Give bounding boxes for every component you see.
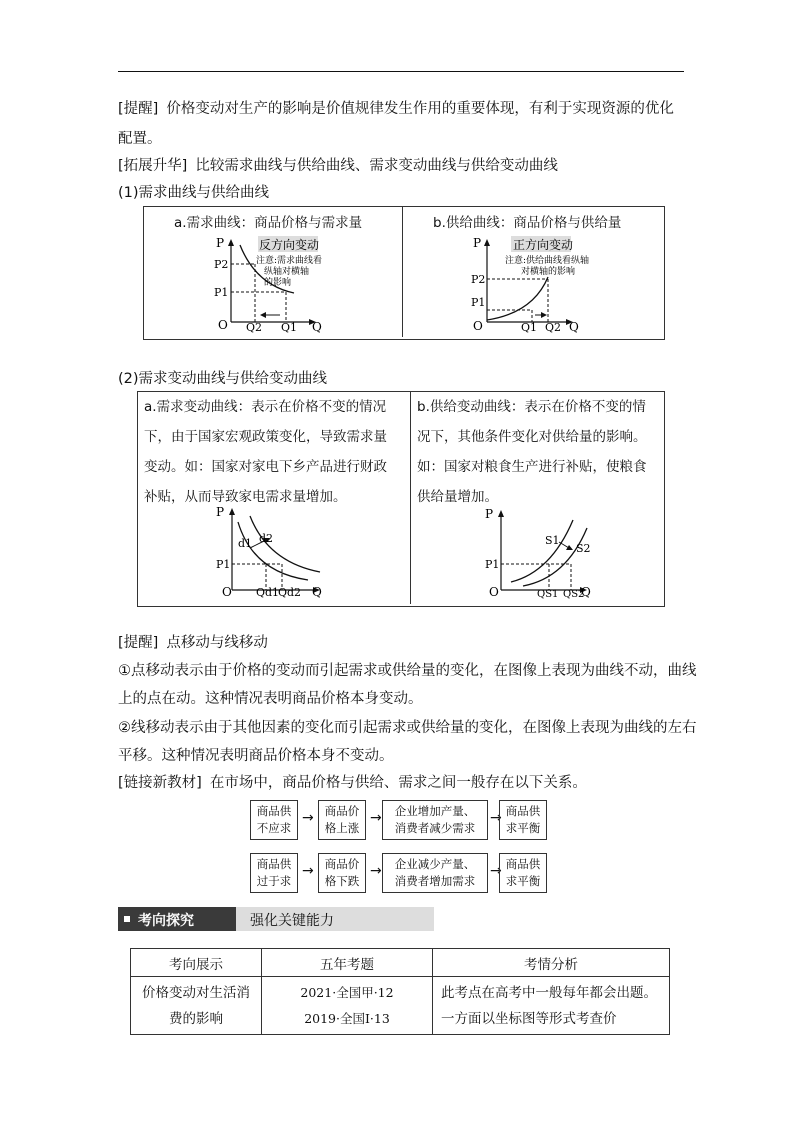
expand-heading [118, 154, 558, 175]
point-move-line-2: 上的点在动。这种情况表明商品价格本身变动。 [118, 691, 423, 707]
flow1-step-2: 商品价 格上涨 [318, 800, 366, 840]
supply-shift-graph [411, 392, 663, 604]
supply-p1-label: P1 [471, 296, 486, 309]
supply-shift-line-2: 况下，其他条件变化对供给量的影响。 [417, 429, 647, 445]
demand-q-label: Q [312, 320, 322, 334]
demand-note-3: 的影响 [264, 278, 292, 288]
section-square-icon [124, 916, 130, 922]
tip-paragraph-cont: 配置。 [118, 131, 162, 147]
sshift-qs1-label: QS1 [537, 589, 559, 600]
dshift-p1-label: P1 [216, 558, 231, 571]
demand-curve-caption: a.需求曲线：商品价格与需求量 [174, 215, 363, 231]
exam-topic-cell: 价格变动对生活消费的影响 [131, 977, 262, 1035]
flow1-step-1: 商品供 不应求 [250, 800, 298, 840]
flow2-arrow-3: → [490, 863, 502, 879]
exam-analysis-cell: 此考点在高考中一般每年都会出题。一方面以坐标图等形式考查价 [433, 977, 670, 1035]
tip-label: [提醒] [118, 101, 159, 117]
flow2-step-1: 商品供 过于求 [250, 853, 298, 893]
demand-shift-cell [138, 392, 411, 604]
dshift-q-label: Q [312, 585, 322, 599]
exam-header-analysis: 考情分析 [433, 949, 670, 977]
dshift-p-label: P [216, 505, 225, 519]
exam-header-topic: 考向展示 [131, 949, 262, 977]
curves-box [143, 206, 665, 340]
dshift-qd2-label: Qd2 [278, 586, 302, 599]
demand-p-label: P [216, 236, 225, 250]
supply-shift-line-4: 供给量增加。 [417, 489, 498, 505]
exam-years-cell [262, 977, 433, 1035]
tip-text: 价格变动对生产的影响是价值规律发生作用的重要体现，有利于实现资源的优化 [166, 101, 674, 117]
demand-curve-graph [144, 207, 402, 337]
supply-q1-label: Q1 [521, 321, 538, 334]
supply-origin-label: O [473, 319, 483, 333]
dshift-d2-label: d2 [259, 532, 274, 545]
link-label: [链接新教材] [118, 775, 202, 791]
demand-q1-label: Q1 [281, 321, 298, 334]
flow2-step-2: 商品价 格下跌 [318, 853, 366, 893]
demand-curve-cell [144, 207, 403, 337]
supply-shift-line-3: 如：国家对粮食生产进行补贴，使粮食 [417, 459, 647, 475]
subheading-2: (2)需求变动曲线与供给变动曲线 [118, 371, 328, 387]
dshift-d1-label: d1 [238, 537, 253, 550]
tip-paragraph [118, 97, 674, 118]
flow2-arrow-1: → [302, 863, 314, 879]
dshift-qd1-label: Qd1 [256, 586, 280, 599]
demand-shift-line-2: 下，由于国家宏观政策变化，导致需求量 [144, 429, 387, 445]
supply-shift-cell [411, 392, 663, 604]
section-subtitle: 强化关键能力 [250, 913, 334, 929]
sshift-s1-label: S1 [545, 534, 560, 547]
link-heading [118, 771, 587, 792]
flow1-step-3: 企业增加产量、 消费者减少需求 [382, 800, 488, 840]
demand-note-1: 注意:需求曲线看 [256, 256, 323, 266]
supply-note-2: 对横轴的影响 [521, 267, 576, 277]
tip2-text: 点移动与线移动 [166, 635, 268, 651]
supply-q2-label: Q2 [545, 321, 562, 334]
demand-q2-label: Q2 [246, 321, 263, 334]
supply-p-label: P [473, 236, 482, 250]
supply-curve-cell [403, 207, 663, 337]
exam-table-header-row [131, 949, 670, 977]
supply-p2-label: P2 [471, 273, 486, 286]
demand-shift-line-3: 变动。如：国家对家电下乡产品进行财政 [144, 459, 387, 475]
dshift-origin-label: O [222, 585, 232, 599]
flow1-arrow-3: → [490, 810, 502, 826]
demand-shift-line-1: a.需求变动曲线：表示在价格不变的情况 [144, 399, 387, 415]
subheading-1: (1)需求曲线与供给曲线 [118, 185, 270, 201]
supply-q-label: Q [569, 320, 579, 334]
supply-curve-graph [403, 207, 663, 337]
tip2-label: [提醒] [118, 635, 159, 651]
point-move-line-1: ①点移动表示由于价格的变动而引起需求或供给量的变化，在图像上表现为曲线不动，曲线 [118, 663, 697, 679]
flow1-arrow-2: → [370, 810, 382, 826]
header-rule [118, 71, 684, 72]
demand-p2-label: P2 [214, 258, 229, 271]
sshift-s2-label: S2 [576, 542, 591, 555]
exam-header-exams: 五年考题 [262, 949, 433, 977]
flow1-arrow-1: → [302, 810, 314, 826]
sshift-p1-label: P1 [485, 558, 500, 571]
flow2-arrow-2: → [370, 863, 382, 879]
flow1-step-4: 商品供 求平衡 [499, 800, 547, 840]
exam-year-2: 2019·全国Ⅰ·13 [304, 1010, 390, 1026]
demand-p1-label: P1 [214, 286, 229, 299]
section-bar [118, 907, 434, 931]
supply-shift-line-1: b.供给变动曲线：表示在价格不变的情 [417, 399, 646, 415]
sshift-q-label: Q [581, 585, 591, 599]
flow2-step-3: 企业减少产量、 消费者增加需求 [382, 853, 488, 893]
expand-label: [拓展升华] [118, 158, 188, 174]
demand-note-2: 纵轴对横轴 [264, 267, 310, 277]
line-move-line-1: ②线移动表示由于其他因素的变化而引起需求或供给量的变化，在图像上表现为曲线的左右 [118, 720, 697, 736]
expand-text: 比较需求曲线与供给曲线、需求变动曲线与供给变动曲线 [195, 158, 558, 174]
sshift-qs2-label: QS2 [563, 589, 585, 600]
shift-curves-box [137, 391, 665, 607]
flow2-step-4: 商品供 求平衡 [499, 853, 547, 893]
sshift-p-label: P [485, 507, 494, 521]
line-move-line-2: 平移。这种情况表明商品价格本身不变动。 [118, 748, 394, 764]
supply-curve-caption: b.供给曲线：商品价格与供给量 [433, 215, 622, 231]
demand-tag: 反方向变动 [259, 238, 320, 252]
section-title: 考向探究 [138, 913, 194, 929]
demand-shift-line-4: 补贴，从而导致家电需求量增加。 [144, 489, 347, 505]
tip2-heading [118, 631, 268, 652]
demand-origin-label: O [218, 318, 228, 332]
exam-table [130, 948, 670, 1035]
sshift-origin-label: O [489, 585, 499, 599]
link-text: 在市场中，商品价格与供给、需求之间一般存在以下关系。 [209, 775, 587, 791]
supply-tag: 正方向变动 [513, 238, 574, 252]
demand-shift-graph [138, 392, 410, 604]
supply-note-1: 注意:供给曲线看纵轴 [505, 256, 590, 266]
exam-year-1: 2021·全国甲·12 [300, 984, 394, 1000]
exam-table-row [131, 977, 670, 1035]
